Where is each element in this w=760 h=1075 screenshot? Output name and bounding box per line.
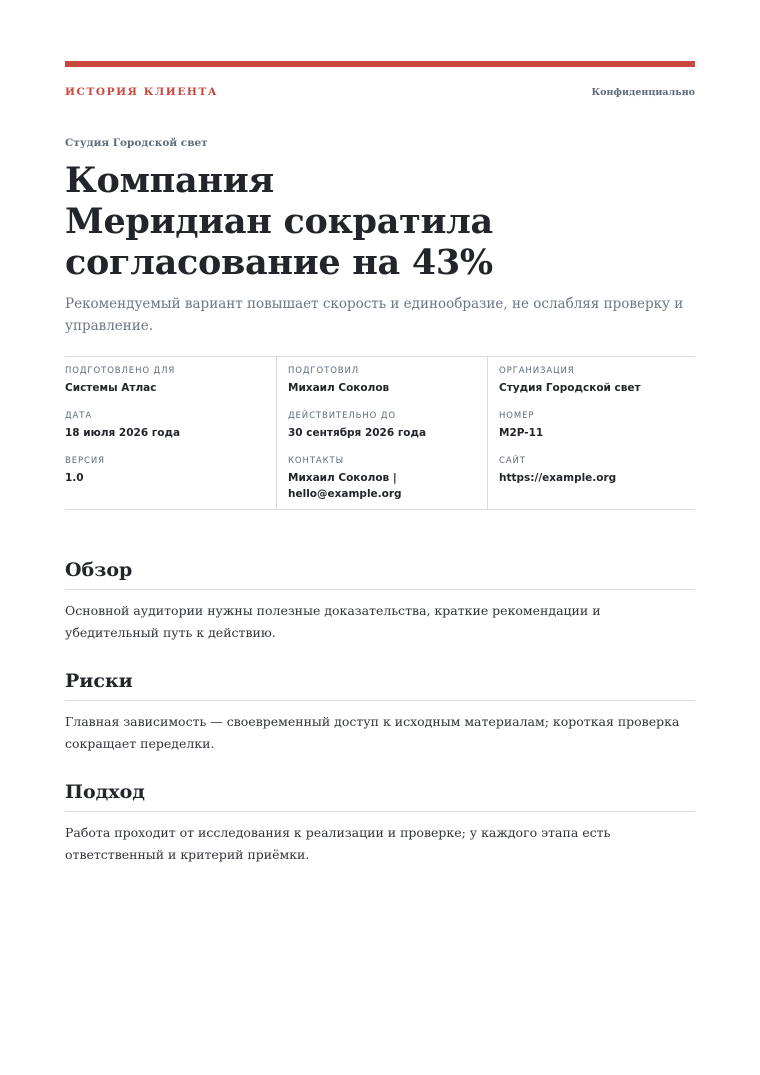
meta-value: [288, 470, 487, 502]
org-name: Студия Городской свет: [65, 137, 208, 149]
meta-value: Системы Атлас: [65, 382, 157, 394]
meta-number: [499, 410, 695, 455]
meta-label: ДЕЙСТВИТЕЛЬНО ДО: [288, 411, 396, 421]
meta-value: 30 сентября 2026 года: [288, 427, 427, 439]
meta-value: M2P-11: [499, 427, 544, 439]
section-body: Работа проходит от исследования к реализации и проверке; у каждого этапа есть ответственный и критерий приёмки.: [65, 825, 611, 862]
meta-version: [65, 455, 276, 500]
meta-contacts: [288, 455, 487, 500]
meta-organization: [499, 365, 695, 410]
meta-label: САЙТ: [499, 456, 526, 466]
page-subtitle: Рекомендуемый вариант повышает скорость и единообразие, не ослабляя проверку и управление.: [65, 296, 684, 334]
site-link[interactable]: https://example.org: [499, 472, 617, 484]
meta-date: [65, 410, 276, 455]
meta-value: 1.0: [65, 472, 84, 484]
meta-label: КОНТАКТЫ: [288, 456, 345, 466]
meta-site: [499, 455, 695, 500]
meta-label: НОМЕР: [499, 411, 535, 421]
document-kicker: ИСТОРИЯ КЛИЕНТА: [65, 86, 219, 98]
metadata-column: [276, 357, 487, 509]
section-body: Главная зависимость — своевременный доступ к исходным материалам; короткая проверка сокращает переделки.: [65, 714, 680, 751]
section-heading: Риски: [65, 669, 695, 701]
section-overview: [65, 558, 695, 644]
metadata-column: [487, 357, 695, 509]
contact-email[interactable]: hello@example.org: [288, 488, 402, 500]
metadata-column: [65, 357, 276, 509]
meta-value: Студия Городской свет: [499, 382, 641, 394]
meta-value: Михаил Соколов: [288, 382, 390, 394]
section-body: Основной аудитории нужны полезные доказательства, краткие рекомендации и убедительный путь к действию.: [65, 603, 601, 640]
confidential-label: Конфиденциально: [591, 87, 695, 98]
section-heading: Обзор: [65, 558, 695, 590]
meta-prepared-for: [65, 365, 276, 410]
meta-label: ОРГАНИЗАЦИЯ: [499, 366, 575, 376]
meta-label: ПОДГОТОВЛЕНО ДЛЯ: [65, 366, 176, 376]
section-heading: Подход: [65, 780, 695, 812]
meta-prepared-by: [288, 365, 487, 410]
meta-valid-until: [288, 410, 487, 455]
meta-label: ВЕРСИЯ: [65, 456, 105, 466]
meta-value: 18 июля 2026 года: [65, 427, 181, 439]
title-line: согласование на 43%: [65, 242, 493, 283]
contact-name: Михаил Соколов |: [288, 472, 397, 484]
section-approach: [65, 780, 695, 866]
title-line: Компания: [65, 160, 274, 201]
meta-label: ПОДГОТОВИЛ: [288, 366, 360, 376]
title-line: Меридиан сократила: [65, 201, 493, 242]
header-row: [65, 86, 695, 98]
accent-bar: [65, 61, 695, 67]
metadata-table: [65, 356, 695, 510]
page-title: [65, 160, 695, 283]
section-risks: [65, 669, 695, 755]
meta-label: ДАТА: [65, 411, 93, 421]
